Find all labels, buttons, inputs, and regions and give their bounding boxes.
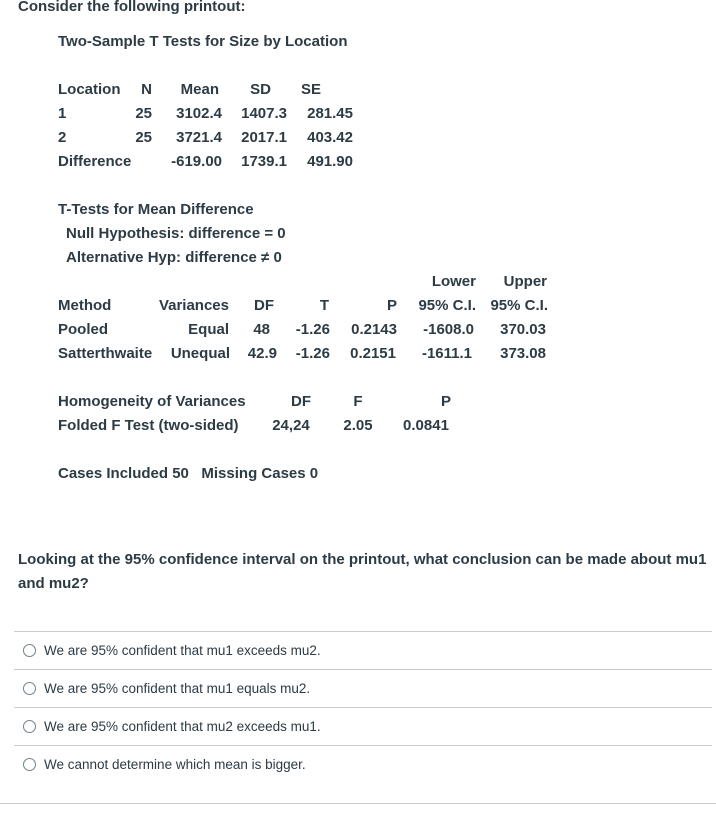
group-row-2-n: 25: [135, 129, 152, 146]
homog-header-title: Homogeneity of Variances: [58, 393, 246, 410]
ttest-header-t: T: [319, 297, 329, 314]
ttest-row-satt-upper: 373.08: [500, 345, 546, 362]
homog-header-p: P: [440, 393, 451, 410]
ttest-row-pooled-method: Pooled: [58, 321, 109, 338]
alt-hypothesis: Alternative Hyp: difference ≠ 0: [66, 249, 282, 266]
answer-option-2[interactable]: [14, 669, 712, 707]
group-row-diff-mean: -619.00: [171, 153, 222, 170]
ttest-row-satt-method: Satterthwaite: [58, 345, 153, 362]
group-row-diff-location: Difference: [58, 153, 132, 170]
ttest-header-upper: Upper: [503, 273, 547, 290]
homog-header-f: F: [353, 393, 363, 410]
group-row-1-location: 1: [58, 105, 67, 122]
cases-summary: Cases Included 50 Missing Cases 0: [58, 465, 319, 482]
bottom-divider: [0, 803, 716, 804]
answer-label: We are 95% confident that mu1 exceeds mu2.: [44, 643, 321, 658]
answer-label: We are 95% confident that mu2 exceeds mu1.: [44, 719, 321, 734]
ttest-header-variances: Variances: [158, 297, 229, 314]
printout-title: Two-Sample T Tests for Size by Location: [58, 33, 348, 50]
group-row-2-location: 2: [58, 129, 67, 146]
homog-row-df: 24,24: [272, 417, 310, 434]
answer-option-3[interactable]: [14, 707, 712, 745]
ttest-header-upper-ci: 95% C.I.: [490, 297, 548, 314]
group-header-se: SE: [300, 81, 321, 98]
radio-button-icon[interactable]: [23, 720, 36, 733]
ttest-row-satt-lower: -1611.1: [421, 345, 472, 362]
group-row-2-sd: 2017.1: [241, 129, 287, 146]
group-row-diff-se: 491.90: [307, 153, 353, 170]
answer-option-1[interactable]: [14, 631, 712, 669]
null-hypothesis: Null Hypothesis: difference = 0: [66, 225, 286, 242]
ttest-row-pooled-lower: -1608.0: [423, 321, 474, 338]
intro-text: Consider the following printout:: [18, 0, 246, 15]
ttest-header-method: Method: [58, 297, 112, 314]
radio-button-icon[interactable]: [23, 644, 36, 657]
group-row-2-mean: 3721.4: [176, 129, 222, 146]
group-header-n: N: [141, 81, 152, 98]
homog-row-f: 2.05: [343, 417, 373, 434]
ttest-row-satt-t: -1.26: [295, 345, 330, 362]
question-text: Looking at the 95% confidence interval on the printout, what conclusion can be made about mu1 and mu2?: [18, 551, 707, 592]
ttest-row-pooled-df: 48: [253, 321, 270, 338]
ttest-header-p: P: [386, 297, 397, 314]
group-row-1-n: 25: [135, 105, 152, 122]
answer-list: [14, 631, 712, 783]
ttest-row-satt-p: 0.2151: [350, 345, 396, 362]
homog-row-test: Folded F Test (two-sided): [58, 417, 239, 434]
group-row-1-sd: 1407.3: [241, 105, 287, 122]
ttest-row-satt-variances: Unequal: [170, 345, 230, 362]
group-row-1-se: 281.45: [307, 105, 353, 122]
ttest-row-pooled-p: 0.2143: [351, 321, 397, 338]
ttest-row-satt-df: 42.9: [247, 345, 277, 362]
ttest-row-pooled-upper: 370.03: [500, 321, 546, 338]
ttest-header-lower: Lower: [431, 273, 476, 290]
group-header-location: Location: [58, 81, 121, 98]
answer-label: We cannot determine which mean is bigger.: [44, 757, 306, 772]
group-row-1-mean: 3102.4: [176, 105, 222, 122]
homog-row-p: 0.0841: [403, 417, 449, 434]
group-header-sd: SD: [250, 81, 271, 98]
radio-button-icon[interactable]: [23, 758, 36, 771]
answer-label: We are 95% confident that mu1 equals mu2.: [44, 681, 311, 696]
ttest-row-pooled-t: -1.26: [295, 321, 330, 338]
answer-option-4[interactable]: [14, 745, 712, 783]
homog-header-df: DF: [291, 393, 311, 410]
ttest-header-df: DF: [254, 297, 274, 314]
ttest-row-pooled-variances: Equal: [188, 321, 229, 338]
group-header-mean: Mean: [180, 81, 219, 98]
radio-button-icon[interactable]: [23, 682, 36, 695]
group-row-2-se: 403.42: [307, 129, 353, 146]
ttest-header-lower-ci: 95% C.I.: [418, 297, 476, 314]
ttest-title: T-Tests for Mean Difference: [58, 201, 254, 218]
group-row-diff-sd: 1739.1: [241, 153, 287, 170]
